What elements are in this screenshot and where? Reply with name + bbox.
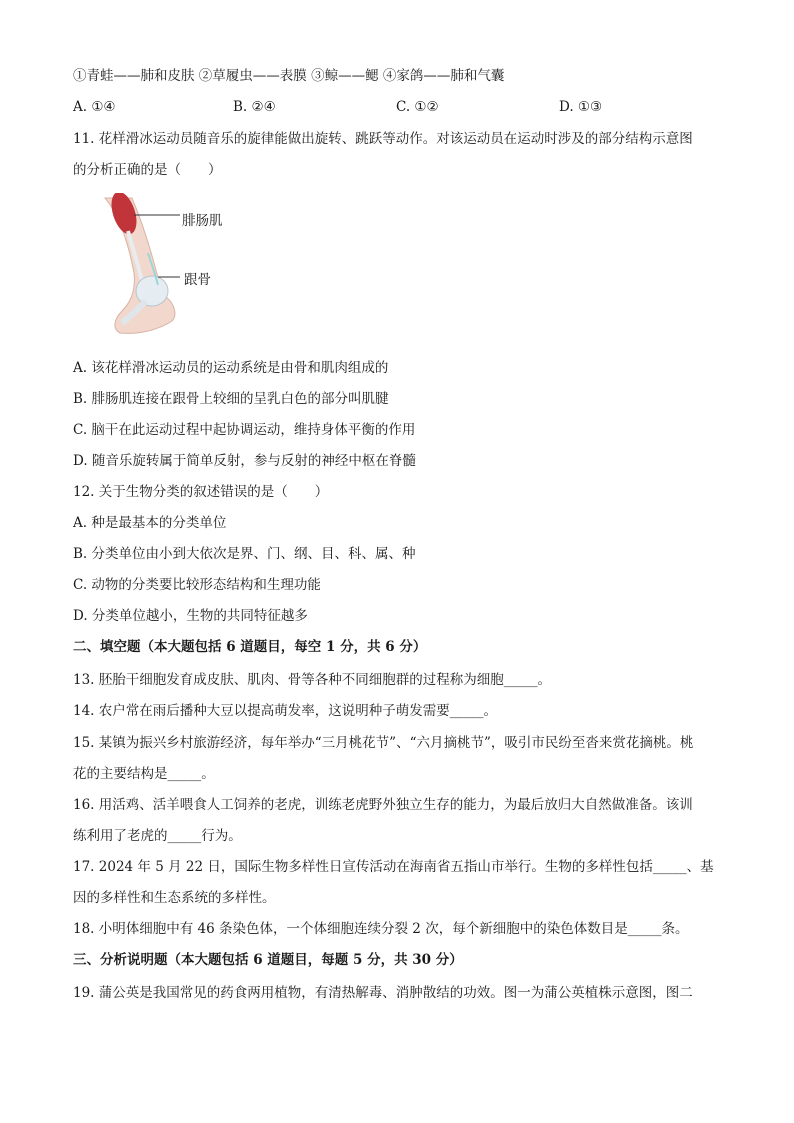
q13: 13. 胚胎干细胞发育成皮肤、肌肉、骨等各种不同细胞群的过程称为细胞_____。 [73,672,552,688]
q11-choice-c: C. 脑干在此运动过程中起协调运动，维持身体平衡的作用 [73,422,416,438]
q12-choice-a: A. 种是最基本的分类单位 [73,515,227,531]
q10-choice-c: C. ①② [396,99,439,115]
q12-stem: 12. 关于生物分类的叙述错误的是（ ） [73,484,329,500]
q16-line1: 16. 用活鸡、活羊喂食人工饲养的老虎，训练老虎野外独立生存的能力，为最后放归大自然做准备。该训 [73,797,693,813]
q16-line2: 练利用了老虎的_____行为。 [73,828,242,844]
q11-stem-line1: 11. 花样滑冰运动员随音乐的旋律能做出旋转、跳跃等动作。对该运动员在运动时涉及的部分结构示意图 [73,131,693,147]
q10-choice-d: D. ①③ [559,99,603,115]
q12-choice-d: D. 分类单位越小，生物的共同特征越多 [73,608,308,624]
q12-choice-b: B. 分类单位由小到大依次是界、门、纲、目、科、属、种 [73,546,416,562]
q10-choice-b: B. ②④ [233,99,276,115]
q11-stem-line2: 的分析正确的是（ ） [73,162,222,178]
section2-heading: 二、填空题（本大题包括 6 道题目，每空 1 分，共 6 分） [73,639,427,655]
label-calcaneus: 跟骨 [184,272,211,288]
q12-choice-c: C. 动物的分类要比较形态结构和生理功能 [73,577,321,593]
q17-line2: 因的多样性和生态系统的多样性。 [73,890,276,906]
label-gastrocnemius: 腓肠肌 [182,213,223,229]
q11-choice-b: B. 腓肠肌连接在跟骨上较细的呈乳白色的部分叫肌腱 [73,391,389,407]
section3-heading: 三、分析说明题（本大题包括 6 道题目，每题 5 分，共 30 分） [73,952,463,968]
q19-line1: 19. 蒲公英是我国常见的药食两用植物，有清热解毒、消肿散结的功效。图一为蒲公英植株示意图，图二 [73,985,693,1001]
q18: 18. 小明体细胞中有 46 条染色体，一个体细胞连续分裂 2 次，每个新细胞中的染色体数目是_____条。 [73,921,689,937]
q11-choice-d: D. 随音乐旋转属于简单反射，参与反射的神经中枢在脊髓 [73,453,416,469]
q10-stem-options: ①青蛙——肺和皮肤 ②草履虫——表膜 ③鲸——鳃 ④家鸽——肺和气囊 [73,68,505,84]
q15-line1: 15. 某镇为振兴乡村旅游经济，每年举办“三月桃花节”、“六月摘桃节”，吸引市民纷至沓来赏花摘桃。桃 [73,735,694,751]
q10-choice-a: A. ①④ [73,99,116,115]
q14: 14. 农户常在雨后播种大豆以提高萌发率，这说明种子萌发需要_____。 [73,703,498,719]
leg-anatomy-illustration [100,193,250,343]
q15-line2: 花的主要结构是_____。 [73,766,215,782]
leg-muscle-figure [100,193,250,343]
q11-choice-a: A. 该花样滑冰运动员的运动系统是由骨和肌肉组成的 [73,360,389,376]
q17-line1: 17. 2024 年 5 月 22 日，国际生物多样性日宣传活动在海南省五指山市举行。生物的多样性包括_____、基 [73,859,714,875]
